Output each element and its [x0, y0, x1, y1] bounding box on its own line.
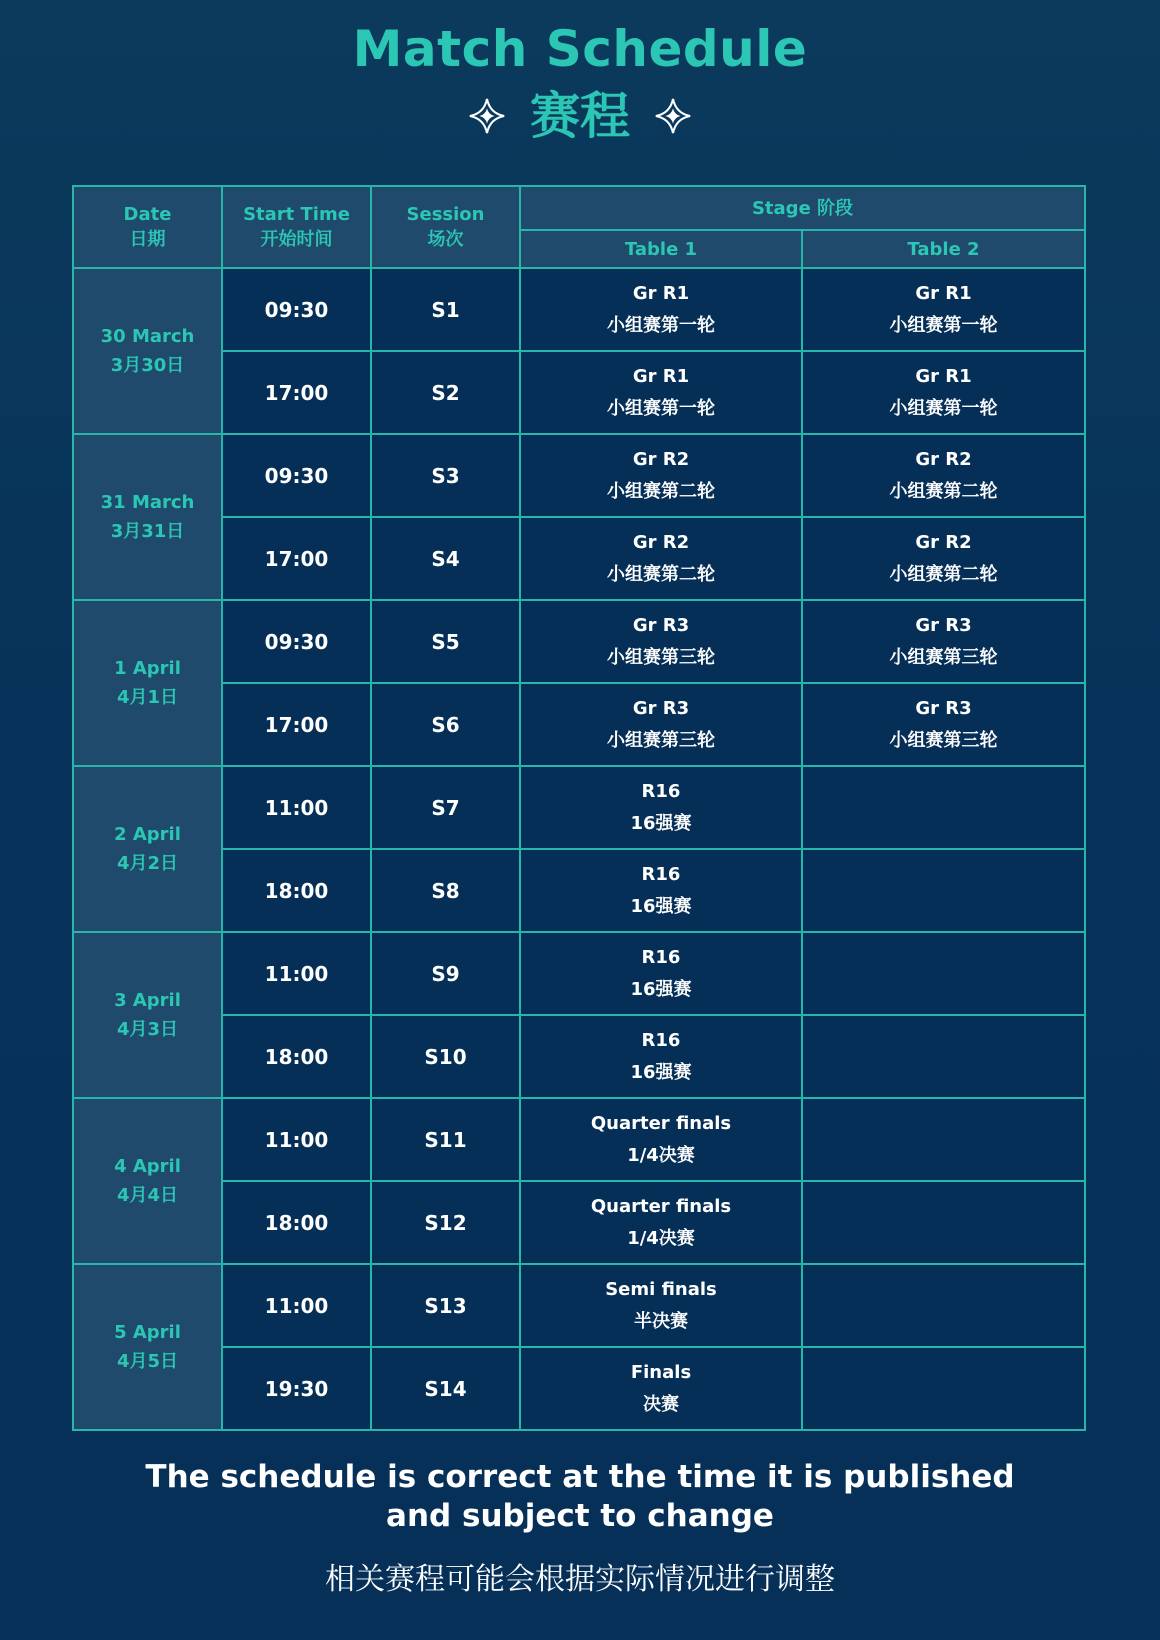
session-cell: S1	[371, 268, 520, 351]
stage-table-1-cell: R16 16强赛	[520, 766, 802, 849]
session-cell: S7	[371, 766, 520, 849]
start-time-cell: 11:00	[222, 766, 371, 849]
start-time-cell: 11:00	[222, 1098, 371, 1181]
title-zh-row	[0, 86, 1160, 146]
stage-table-1-cell: Quarter finals 1/4决赛	[520, 1098, 802, 1181]
stage-table-1-cell: Quarter finals 1/4决赛	[520, 1181, 802, 1264]
stage-table-2-cell: Gr R1 小组赛第一轮	[802, 351, 1085, 434]
date-cell: 5 April 4月5日	[73, 1264, 222, 1430]
stage-table-1-cell: R16 16强赛	[520, 932, 802, 1015]
stage-table-2-cell	[802, 1264, 1085, 1347]
schedule-body	[73, 268, 1085, 1430]
session-cell: S4	[371, 517, 520, 600]
start-time-cell: 17:00	[222, 351, 371, 434]
disclaimer-en: The schedule is correct at the time it is published and subject to change	[145, 1459, 1015, 1534]
page-title-zh: 赛程	[530, 87, 630, 145]
session-cell: S6	[371, 683, 520, 766]
table-row	[73, 517, 1085, 600]
header-date: Date 日期	[73, 186, 222, 268]
date-cell: 3 April 4月3日	[73, 932, 222, 1098]
stage-table-2-cell	[802, 1347, 1085, 1430]
date-cell: 4 April 4月4日	[73, 1098, 222, 1264]
stage-table-2-cell: Gr R3 小组赛第三轮	[802, 600, 1085, 683]
stage-table-1-cell: Semi finals 半决赛	[520, 1264, 802, 1347]
stage-table-1-cell: Gr R3 小组赛第三轮	[520, 600, 802, 683]
session-cell: S12	[371, 1181, 520, 1264]
table-row	[73, 1264, 1085, 1347]
header-table-1: Table 1	[520, 230, 802, 268]
table-row	[73, 268, 1085, 351]
table-row	[73, 766, 1085, 849]
table-row	[73, 351, 1085, 434]
page-title: Match Schedule	[352, 20, 808, 78]
stage-table-2-cell	[802, 1015, 1085, 1098]
table-row	[73, 849, 1085, 932]
start-time-cell: 18:00	[222, 1181, 371, 1264]
stage-table-1-cell: Gr R3 小组赛第三轮	[520, 683, 802, 766]
table-row	[73, 600, 1085, 683]
date-cell: 1 April 4月1日	[73, 600, 222, 766]
stage-table-2-cell	[802, 766, 1085, 849]
date-cell: 2 April 4月2日	[73, 766, 222, 932]
stage-table-2-cell	[802, 1098, 1085, 1181]
start-time-cell: 09:30	[222, 434, 371, 517]
table-row	[73, 932, 1085, 1015]
start-time-cell: 11:00	[222, 932, 371, 1015]
stage-table-2-cell: Gr R2 小组赛第二轮	[802, 434, 1085, 517]
session-cell: S13	[371, 1264, 520, 1347]
stage-table-1-cell: Gr R2 小组赛第二轮	[520, 517, 802, 600]
date-cell: 30 March 3月30日	[73, 268, 222, 434]
table-row	[73, 1181, 1085, 1264]
session-cell: S5	[371, 600, 520, 683]
stage-table-1-cell: Gr R2 小组赛第二轮	[520, 434, 802, 517]
header-table-2: Table 2	[802, 230, 1085, 268]
stage-table-1-cell: R16 16强赛	[520, 1015, 802, 1098]
session-cell: S14	[371, 1347, 520, 1430]
start-time-cell: 17:00	[222, 517, 371, 600]
header-session: Session 场次	[371, 186, 520, 268]
four-point-star-icon	[468, 97, 506, 135]
schedule-table	[72, 185, 1086, 1431]
start-time-cell: 11:00	[222, 1264, 371, 1347]
stage-table-2-cell	[802, 849, 1085, 932]
session-cell: S8	[371, 849, 520, 932]
start-time-cell: 09:30	[222, 600, 371, 683]
table-row	[73, 683, 1085, 766]
start-time-cell: 19:30	[222, 1347, 371, 1430]
session-cell: S2	[371, 351, 520, 434]
disclaimer-zh: 相关赛程可能会根据实际情况进行调整	[325, 1562, 835, 1597]
page-header	[0, 14, 1160, 146]
header-start-time: Start Time 开始时间	[222, 186, 371, 268]
stage-table-2-cell	[802, 1181, 1085, 1264]
stage-table-1-cell: Finals 决赛	[520, 1347, 802, 1430]
session-cell: S10	[371, 1015, 520, 1098]
stage-table-2-cell: Gr R3 小组赛第三轮	[802, 683, 1085, 766]
four-point-star-icon	[654, 97, 692, 135]
session-cell: S3	[371, 434, 520, 517]
stage-table-1-cell: Gr R1 小组赛第一轮	[520, 351, 802, 434]
table-row	[73, 1098, 1085, 1181]
date-cell: 31 March 3月31日	[73, 434, 222, 600]
stage-table-2-cell	[802, 932, 1085, 1015]
session-cell: S9	[371, 932, 520, 1015]
session-cell: S11	[371, 1098, 520, 1181]
start-time-cell: 18:00	[222, 849, 371, 932]
table-row	[73, 1015, 1085, 1098]
stage-table-2-cell: Gr R2 小组赛第二轮	[802, 517, 1085, 600]
table-row	[73, 1347, 1085, 1430]
start-time-cell: 09:30	[222, 268, 371, 351]
table-row	[73, 434, 1085, 517]
stage-table-1-cell: R16 16强赛	[520, 849, 802, 932]
start-time-cell: 18:00	[222, 1015, 371, 1098]
stage-table-1-cell: Gr R1 小组赛第一轮	[520, 268, 802, 351]
stage-table-2-cell: Gr R1 小组赛第一轮	[802, 268, 1085, 351]
start-time-cell: 17:00	[222, 683, 371, 766]
header-stage: Stage 阶段	[520, 186, 1085, 230]
